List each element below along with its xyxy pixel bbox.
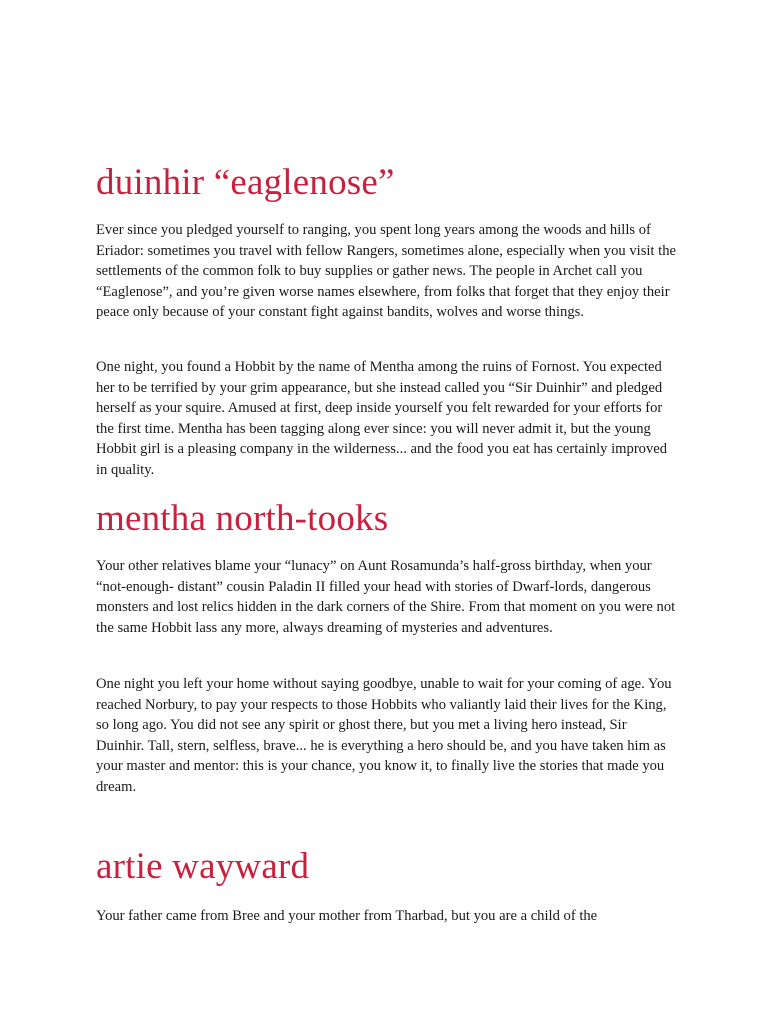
paragraph-artie-1: Your father came from Bree and your mother from Tharbad, but you are a child of the	[96, 908, 598, 924]
section-title-duinhir: duinhir “eaglenose”	[96, 162, 395, 203]
section-title-mentha: mentha north-tooks	[96, 498, 389, 539]
paragraph-mentha-2: One night you left your home without saying goodbye, unable to wait for your coming of age. You reached Norbury, to pay your respects to those Hobbits who valiantly laid their lives for the King, so long ago. You did not see any spirit or ghost there, but you met a living hero instead, Sir Duinhir. Tall, stern, selfless, brave... he is everything a hero should be, and you have taken him as your master and mentor: this is your chance, you know it, to finally live the stories that made you dream.	[96, 676, 672, 795]
paragraph-duinhir-1: Ever since you pledged yourself to ranging, you spent long years among the woods and hills of Eriador: sometimes you travel with fellow Rangers, sometimes alone, especially when you visit the settlements of the common folk to buy supplies or gather news. The people in Archet call you “Eaglenose”, and you’re given worse names elsewhere, from folks that forget that they enjoy their peace only because of your constant fight against bandits, wolves and worse things.	[96, 222, 676, 320]
section-title-artie: artie wayward	[96, 846, 310, 887]
paragraph-duinhir-2: One night, you found a Hobbit by the name of Mentha among the ruins of Fornost. You expected her to be terrified by your grim appearance, but she instead called you “Sir Duinhir” and pledged herself as your squire. Amused at first, deep inside yourself you felt rewarded for your efforts for the first time. Mentha has been tagging along ever since: you will never admit it, but the young Hobbit girl is a pleasing company in the wilderness... and the food you eat has certainly improved in quality.	[96, 359, 668, 478]
paragraph-mentha-1: Your other relatives blame your “lunacy” on Aunt Rosamunda’s half-gross birthday, when your “not-enough- distant” cousin Paladin II filled your head with stories of Dwarf-lords, dangerous monsters and lost relics hidden in the dark corners of the Shire. From that moment on you were not the same Hobbit lass any more, always dreaming of mysteries and adventures.	[96, 558, 676, 636]
